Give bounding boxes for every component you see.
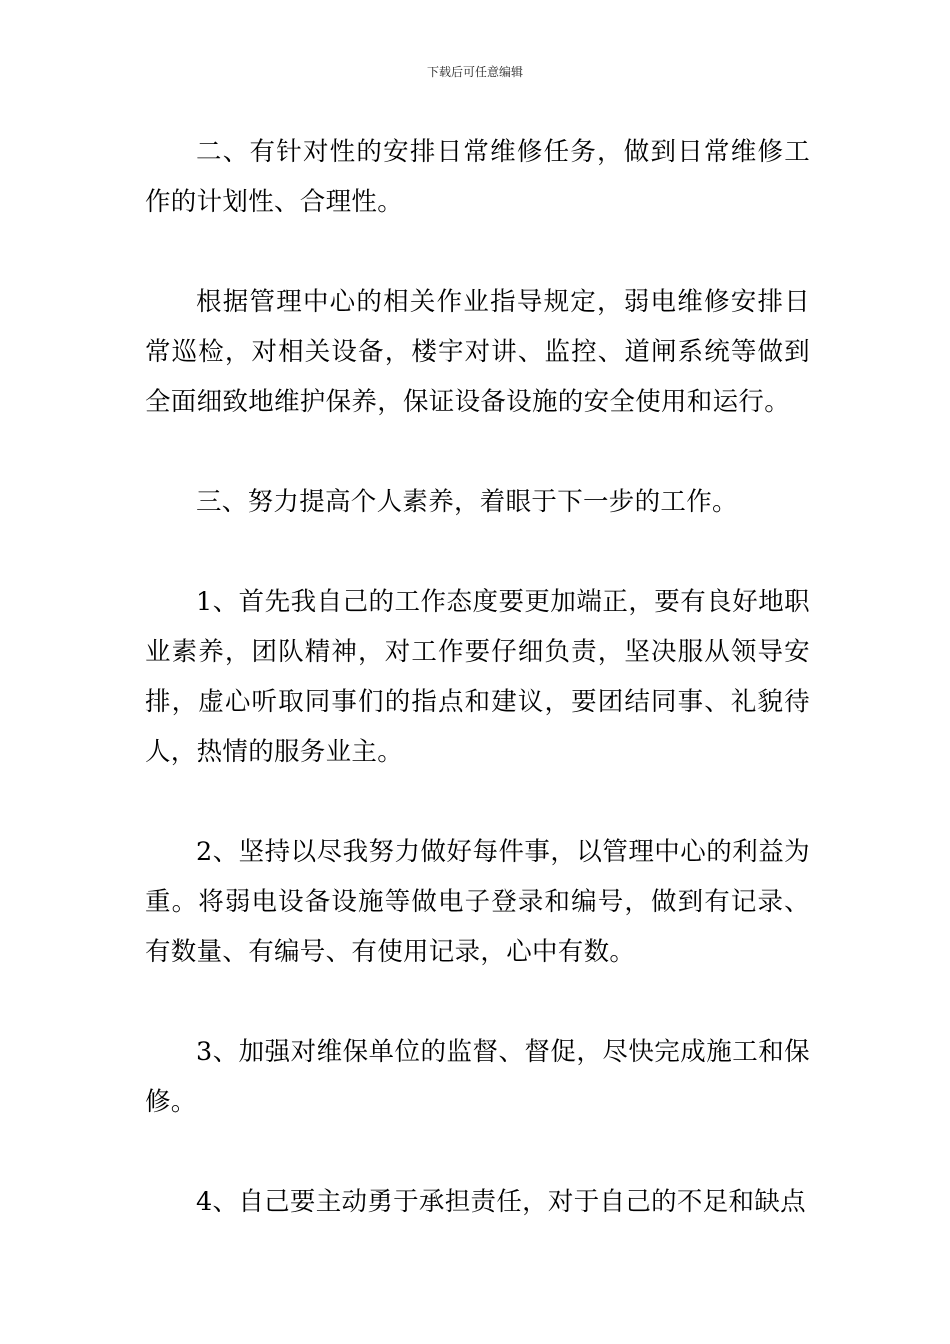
page-header: 下载后可任意编辑 — [426, 65, 523, 79]
paragraph-inspection: 根据管理中心的相关作业指导规定，弱电维修安排日常巡检，对相关设备，楼宇对讲、监控、道闸系统等做到全面细致地维护保养，保证设备设施的安全使用和运行。 — [145, 287, 810, 417]
paragraph-section-two: 二、有针对性的安排日常维修任务，做到日常维修工作的计划性、合理性。 — [145, 137, 810, 217]
paragraph-item-1: 1、首先我自己的工作态度要更加端正，要有良好地职业素养，团队精神，对工作要仔细负责，坚决服从领导安排，虚心听取同事们的指点和建议，要团结同事、礼貌待人，热情的服务业主。 — [145, 587, 810, 767]
paragraph-section-three: 三、努力提高个人素养，着眼于下一步的工作。 — [196, 487, 738, 517]
paragraph-item-3: 3、加强对维保单位的监督、督促，尽快完成施工和保修。 — [145, 1037, 810, 1117]
document-body — [145, 127, 810, 1277]
paragraph-item-4: 4、自己要主动勇于承担责任，对于自己的不足和缺点 — [196, 1187, 806, 1217]
paragraph-item-2: 2、坚持以尽我努力做好每件事，以管理中心的利益为重。将弱电设备设施等做电子登录和编号，做到有记录、有数量、有编号、有使用记录，心中有数。 — [145, 837, 810, 967]
